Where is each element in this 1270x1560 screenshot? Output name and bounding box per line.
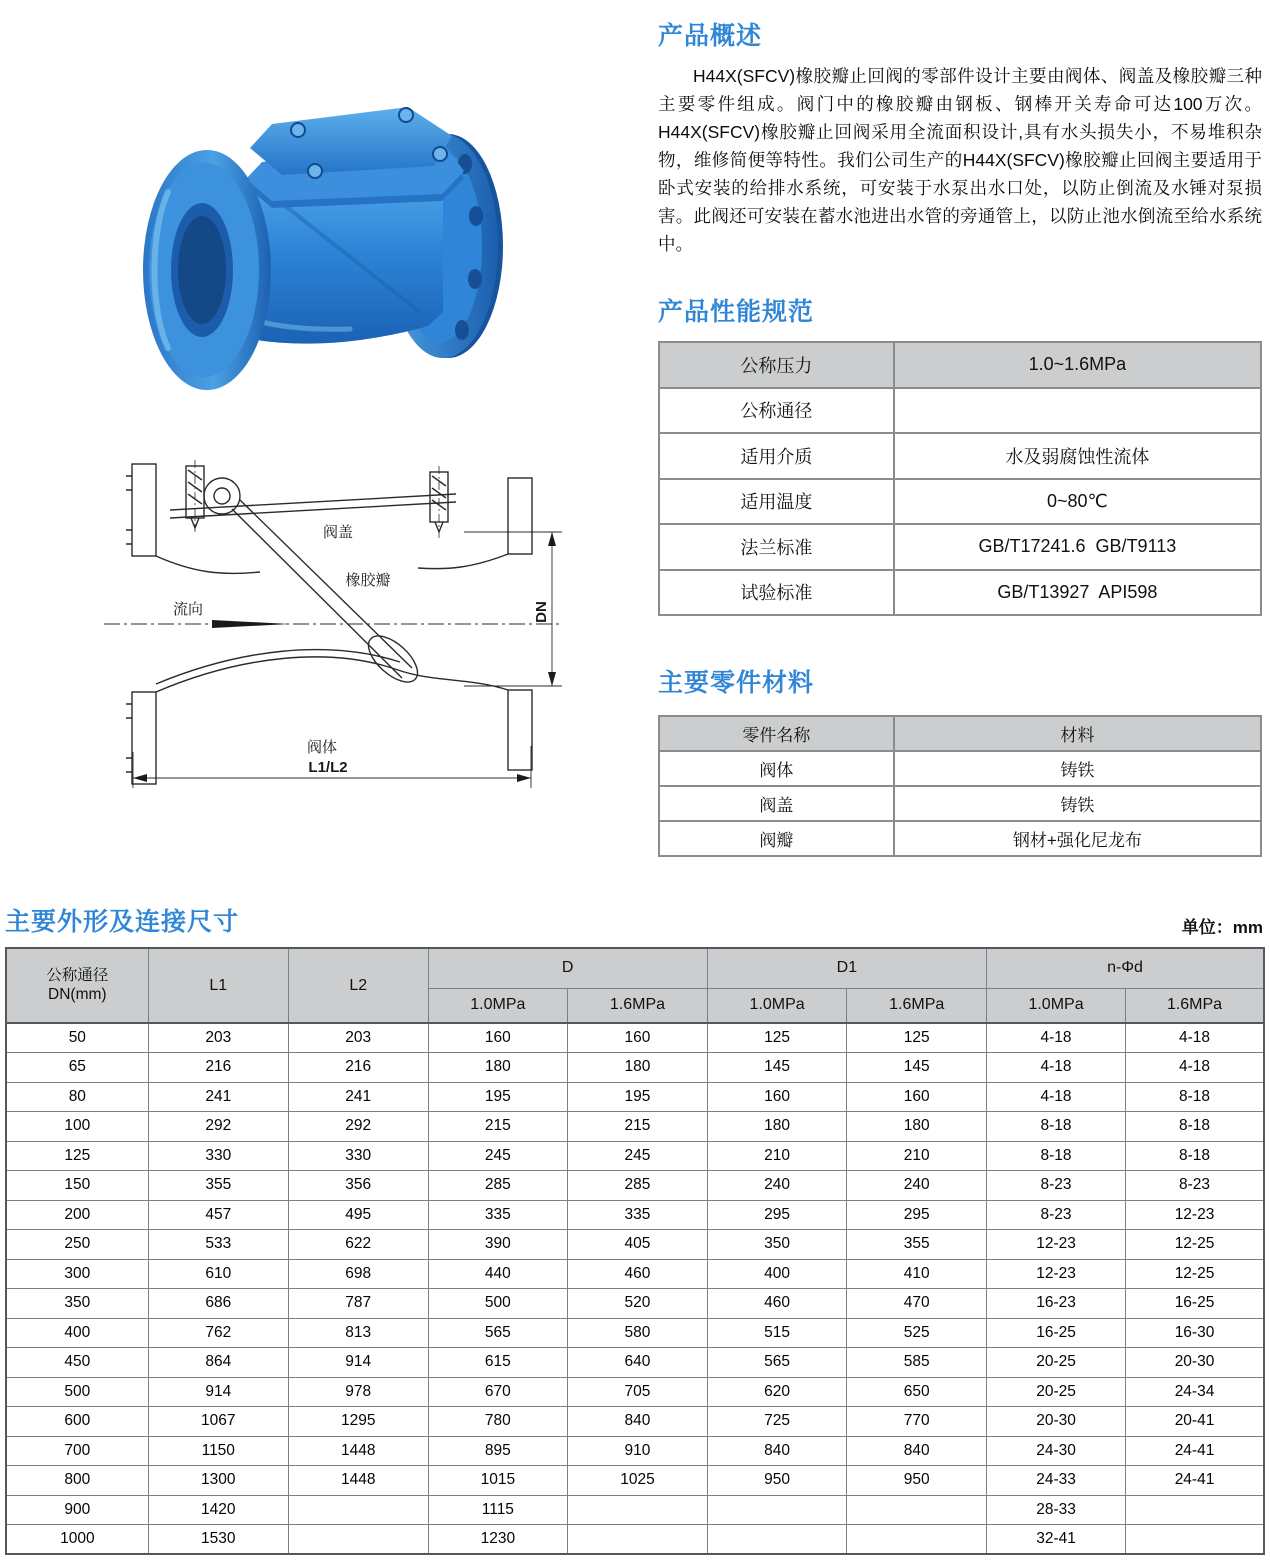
table-row	[659, 570, 1261, 616]
table-row	[6, 1141, 1264, 1171]
table-cell: 216	[148, 1053, 288, 1083]
table-cell: 1530	[148, 1525, 288, 1555]
table-row	[6, 1348, 1264, 1378]
table-row	[6, 1259, 1264, 1289]
table-cell	[568, 1495, 708, 1525]
column-header-d-group: D	[428, 948, 707, 988]
column-header-d1-16mpa: 1.6MPa	[847, 988, 987, 1023]
table-cell: 495	[288, 1200, 428, 1230]
table-cell: 180	[707, 1112, 847, 1142]
table-cell: GB/T17241.6 GB/T9113	[894, 524, 1261, 570]
table-cell: 8-23	[987, 1200, 1126, 1230]
table-cell: 50	[6, 1023, 148, 1053]
table-cell: 500	[6, 1377, 148, 1407]
drawing-label-dn: DN	[533, 601, 550, 623]
table-cell: 125	[707, 1023, 847, 1053]
table-cell: 950	[847, 1466, 987, 1496]
table-cell: 350	[707, 1230, 847, 1260]
table-cell: 4-18	[1126, 1023, 1264, 1053]
materials-table	[658, 715, 1262, 857]
table-row	[6, 1407, 1264, 1437]
table-row	[659, 433, 1261, 479]
column-header-d1-group: D1	[707, 948, 986, 988]
table-cell: 622	[288, 1230, 428, 1260]
table-cell: 16-25	[1126, 1289, 1264, 1319]
table-cell: 245	[568, 1141, 708, 1171]
table-cell: 24-33	[987, 1466, 1126, 1496]
table-cell: 450	[6, 1348, 148, 1378]
table-cell: 698	[288, 1259, 428, 1289]
table-cell: 24-41	[1126, 1466, 1264, 1496]
table-cell: 32-41	[987, 1525, 1126, 1555]
table-cell: 钢材+强化尼龙布	[894, 821, 1261, 856]
table-cell: 285	[568, 1171, 708, 1201]
table-cell: 210	[707, 1141, 847, 1171]
table-cell: 910	[568, 1436, 708, 1466]
table-cell: 12-23	[987, 1230, 1126, 1260]
table-cell: 20-25	[987, 1377, 1126, 1407]
performance-table	[658, 341, 1262, 616]
table-row	[6, 1053, 1264, 1083]
table-cell: 8-23	[1126, 1171, 1264, 1201]
table-cell: 铸铁	[894, 751, 1261, 786]
table-cell: 500	[428, 1289, 568, 1319]
table-cell	[1126, 1495, 1264, 1525]
table-cell: 1230	[428, 1525, 568, 1555]
table-cell: 780	[428, 1407, 568, 1437]
table-cell: 515	[707, 1318, 847, 1348]
right-column	[640, 0, 1270, 872]
table-cell	[1126, 1525, 1264, 1555]
table-cell: 8-18	[1126, 1082, 1264, 1112]
table-cell	[707, 1495, 847, 1525]
table-cell: 292	[288, 1112, 428, 1142]
table-cell: GB/T13927 API598	[894, 570, 1261, 616]
unit-label: 单位：mm	[1181, 918, 1263, 937]
table-cell: 457	[148, 1200, 288, 1230]
table-cell: 610	[148, 1259, 288, 1289]
table-cell	[568, 1525, 708, 1555]
table-cell	[288, 1525, 428, 1555]
column-header-d-10mpa: 1.0MPa	[428, 988, 568, 1023]
table-cell: 180	[568, 1053, 708, 1083]
table-cell: 4-18	[987, 1082, 1126, 1112]
table-cell: 195	[568, 1082, 708, 1112]
table-cell: 1150	[148, 1436, 288, 1466]
table-cell: 16-23	[987, 1289, 1126, 1319]
table-cell: 200	[6, 1200, 148, 1230]
table-cell: 12-23	[987, 1259, 1126, 1289]
table-cell: 533	[148, 1230, 288, 1260]
table-cell: 24-41	[1126, 1436, 1264, 1466]
table-cell: 8-18	[987, 1112, 1126, 1142]
drawing-label-bonnet: 阀盖	[322, 524, 354, 541]
table-cell: 24-30	[987, 1436, 1126, 1466]
table-cell: 125	[6, 1141, 148, 1171]
table-cell: 4-18	[987, 1053, 1126, 1083]
table-cell: 813	[288, 1318, 428, 1348]
dimensions-header-group-row	[6, 948, 1264, 988]
table-cell: 215	[428, 1112, 568, 1142]
drawing-label-flow: 流向	[172, 601, 204, 618]
dimensions-heading: 主要外形及连接尺寸	[5, 908, 240, 936]
table-row	[6, 1289, 1264, 1319]
table-cell: 762	[148, 1318, 288, 1348]
table-cell: 460	[707, 1289, 847, 1319]
table-cell: 950	[707, 1466, 847, 1496]
table-cell: 787	[288, 1289, 428, 1319]
table-cell	[847, 1495, 987, 1525]
drawing-label-flap: 橡胶瓣	[345, 572, 391, 589]
table-cell: 210	[847, 1141, 987, 1171]
table-cell: 640	[568, 1348, 708, 1378]
column-header-nd-10mpa: 1.0MPa	[987, 988, 1126, 1023]
table-cell: 1015	[428, 1466, 568, 1496]
table-row	[6, 1112, 1264, 1142]
table-cell: 阀体	[659, 751, 894, 786]
table-cell	[894, 388, 1261, 434]
table-cell: 195	[428, 1082, 568, 1112]
table-row	[6, 1200, 1264, 1230]
drawing-label-body: 阀体	[306, 739, 338, 756]
table-cell: 1300	[148, 1466, 288, 1496]
table-cell	[288, 1495, 428, 1525]
column-header-dn: 公称通径 DN(mm)	[6, 948, 148, 1023]
table-row	[6, 1377, 1264, 1407]
table-cell: 295	[707, 1200, 847, 1230]
table-cell: 410	[847, 1259, 987, 1289]
table-cell: 615	[428, 1348, 568, 1378]
table-cell: 520	[568, 1289, 708, 1319]
table-cell: 330	[148, 1141, 288, 1171]
drawing-label-length: L1/L2	[308, 759, 348, 776]
table-row	[6, 1023, 1264, 1053]
table-cell: 24-34	[1126, 1377, 1264, 1407]
table-cell: 阀盖	[659, 786, 894, 821]
table-cell: 160	[707, 1082, 847, 1112]
table-cell: 1115	[428, 1495, 568, 1525]
table-cell: 900	[6, 1495, 148, 1525]
table-cell: 203	[288, 1023, 428, 1053]
table-cell: 840	[568, 1407, 708, 1437]
table-cell: 355	[148, 1171, 288, 1201]
performance-heading: 产品性能规范	[658, 298, 815, 326]
table-row	[6, 1436, 1264, 1466]
table-cell: 840	[847, 1436, 987, 1466]
table-cell: 300	[6, 1259, 148, 1289]
table-cell: 160	[428, 1023, 568, 1053]
column-header-material: 材料	[894, 716, 1261, 751]
table-cell: 铸铁	[894, 786, 1261, 821]
left-column	[0, 0, 640, 872]
table-row	[6, 1466, 1264, 1496]
table-cell: 适用温度	[659, 479, 894, 525]
table-cell: 8-18	[987, 1141, 1126, 1171]
table-cell: 565	[428, 1318, 568, 1348]
table-row	[6, 1171, 1264, 1201]
table-cell: 100	[6, 1112, 148, 1142]
table-cell: 阀瓣	[659, 821, 894, 856]
table-cell: 565	[707, 1348, 847, 1378]
table-cell: 335	[428, 1200, 568, 1230]
table-cell: 525	[847, 1318, 987, 1348]
table-row	[659, 479, 1261, 525]
table-cell: 245	[428, 1141, 568, 1171]
table-cell: 470	[847, 1289, 987, 1319]
table-cell: 670	[428, 1377, 568, 1407]
table-cell: 864	[148, 1348, 288, 1378]
table-cell: 28-33	[987, 1495, 1126, 1525]
table-cell: 1295	[288, 1407, 428, 1437]
table-cell: 725	[707, 1407, 847, 1437]
table-cell: 650	[847, 1377, 987, 1407]
table-cell: 法兰标准	[659, 524, 894, 570]
column-header-nd-16mpa: 1.6MPa	[1126, 988, 1264, 1023]
table-cell: 1025	[568, 1466, 708, 1496]
table-row	[6, 1082, 1264, 1112]
table-cell: 400	[707, 1259, 847, 1289]
table-row	[6, 1495, 1264, 1525]
table-row	[659, 342, 1261, 388]
table-row	[6, 1230, 1264, 1260]
overview-heading: 产品概述	[658, 22, 763, 50]
materials-heading: 主要零件材料	[658, 669, 815, 697]
dimensions-header-bar	[5, 902, 1265, 938]
table-row	[6, 1318, 1264, 1348]
table-cell: 1000	[6, 1525, 148, 1555]
table-cell: 705	[568, 1377, 708, 1407]
table-cell: 686	[148, 1289, 288, 1319]
table-cell: 1420	[148, 1495, 288, 1525]
table-cell: 1067	[148, 1407, 288, 1437]
table-cell: 356	[288, 1171, 428, 1201]
overview-paragraph: H44X(SFCV)橡胶瓣止回阀的零部件设计主要由阀体、阀盖及橡胶瓣三种主要零件组成。阀门中的橡胶瓣由钢板、钢棒开关寿命可达100万次。H44X(SFCV)橡胶瓣止回阀采用全流面积设计,具有水头损失小，不易堆积杂物，维修简便等特性。我们公司生产的H44X(SFCV)橡胶瓣止回阀主要适用于卧式安装的给排水系统，可安装于水泵出水口处，以防止倒流及水锤对泵损害。此阀还可安装在蓄水池进出水管的旁通管上，以防止池水倒流至给水系统中。	[658, 66, 1262, 254]
table-cell: 355	[847, 1230, 987, 1260]
table-row	[659, 524, 1261, 570]
table-cell: 4-18	[1126, 1053, 1264, 1083]
table-cell: 330	[288, 1141, 428, 1171]
table-row	[659, 751, 1261, 786]
table-cell: 585	[847, 1348, 987, 1378]
table-cell: 12-23	[1126, 1200, 1264, 1230]
column-header-nd-group: n-Φd	[987, 948, 1264, 988]
valve-drawing	[100, 452, 578, 797]
table-cell: 20-30	[1126, 1348, 1264, 1378]
table-cell: 1448	[288, 1436, 428, 1466]
materials-header-row	[659, 716, 1261, 751]
table-cell: 203	[148, 1023, 288, 1053]
table-cell: 12-25	[1126, 1259, 1264, 1289]
table-cell: 770	[847, 1407, 987, 1437]
table-row	[659, 786, 1261, 821]
table-cell: 914	[288, 1348, 428, 1378]
table-cell	[847, 1525, 987, 1555]
table-cell: 160	[847, 1082, 987, 1112]
table-cell: 12-25	[1126, 1230, 1264, 1260]
table-cell: 895	[428, 1436, 568, 1466]
table-cell: 180	[847, 1112, 987, 1142]
table-cell: 145	[847, 1053, 987, 1083]
table-cell: 水及弱腐蚀性流体	[894, 433, 1261, 479]
table-cell: 8-18	[1126, 1141, 1264, 1171]
dimensions-section	[0, 902, 1270, 1555]
dimensions-table	[5, 947, 1265, 1555]
table-cell: 215	[568, 1112, 708, 1142]
table-cell: 16-30	[1126, 1318, 1264, 1348]
column-header-l2: L2	[288, 948, 428, 1023]
table-cell: 65	[6, 1053, 148, 1083]
table-cell: 试验标准	[659, 570, 894, 616]
valve-left-flange	[143, 150, 271, 390]
table-cell	[707, 1525, 847, 1555]
table-cell: 180	[428, 1053, 568, 1083]
table-cell: 0~80℃	[894, 479, 1261, 525]
table-cell: 适用介质	[659, 433, 894, 479]
column-header-l1: L1	[148, 948, 288, 1023]
table-row	[659, 821, 1261, 856]
table-cell: 840	[707, 1436, 847, 1466]
table-row	[6, 1525, 1264, 1555]
column-header-d-16mpa: 1.6MPa	[568, 988, 708, 1023]
table-cell: 390	[428, 1230, 568, 1260]
table-cell: 285	[428, 1171, 568, 1201]
table-cell: 16-25	[987, 1318, 1126, 1348]
valve-bonnet	[250, 107, 452, 175]
table-cell: 20-41	[1126, 1407, 1264, 1437]
table-cell: 150	[6, 1171, 148, 1201]
table-cell: 1448	[288, 1466, 428, 1496]
table-cell: 335	[568, 1200, 708, 1230]
table-cell: 914	[148, 1377, 288, 1407]
table-cell: 240	[847, 1171, 987, 1201]
table-cell: 1.0~1.6MPa	[894, 342, 1261, 388]
table-cell: 8-18	[1126, 1112, 1264, 1142]
table-cell: 80	[6, 1082, 148, 1112]
table-cell: 240	[707, 1171, 847, 1201]
table-cell: 600	[6, 1407, 148, 1437]
table-cell: 350	[6, 1289, 148, 1319]
table-cell: 241	[288, 1082, 428, 1112]
table-row	[659, 388, 1261, 434]
table-cell: 8-23	[987, 1171, 1126, 1201]
table-cell: 460	[568, 1259, 708, 1289]
table-cell: 4-18	[987, 1023, 1126, 1053]
table-cell: 250	[6, 1230, 148, 1260]
table-cell: 20-30	[987, 1407, 1126, 1437]
table-cell: 241	[148, 1082, 288, 1112]
table-cell: 405	[568, 1230, 708, 1260]
table-cell: 440	[428, 1259, 568, 1289]
table-cell: 125	[847, 1023, 987, 1053]
table-cell: 145	[707, 1053, 847, 1083]
table-cell: 580	[568, 1318, 708, 1348]
table-cell: 216	[288, 1053, 428, 1083]
table-cell: 292	[148, 1112, 288, 1142]
table-cell: 20-25	[987, 1348, 1126, 1378]
table-cell: 620	[707, 1377, 847, 1407]
column-header-d1-10mpa: 1.0MPa	[707, 988, 847, 1023]
table-cell: 400	[6, 1318, 148, 1348]
table-cell: 978	[288, 1377, 428, 1407]
valve-photo	[110, 74, 510, 404]
table-cell: 160	[568, 1023, 708, 1053]
table-cell: 公称通径	[659, 388, 894, 434]
table-cell: 295	[847, 1200, 987, 1230]
table-cell: 700	[6, 1436, 148, 1466]
table-cell: 公称压力	[659, 342, 894, 388]
column-header-part: 零件名称	[659, 716, 894, 751]
table-cell: 800	[6, 1466, 148, 1496]
